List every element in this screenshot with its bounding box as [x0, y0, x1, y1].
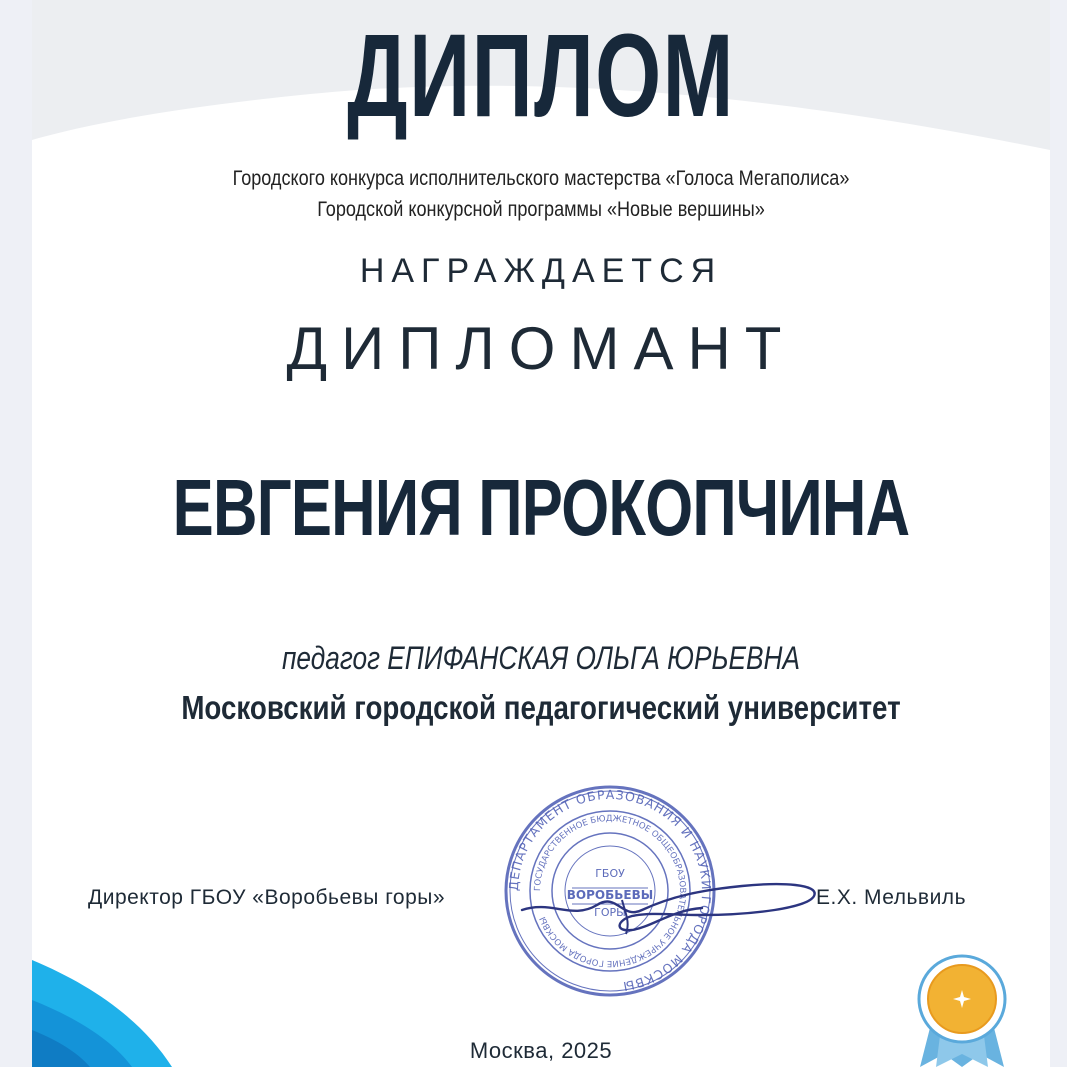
contest-name: Городского конкурса исполнительского мастерства «Голоса Мегаполиса»	[232, 167, 850, 190]
stamp-outer-text: ДЕПАРТАМЕНТ ОБРАЗОВАНИЯ И НАУКИ ГОРОДА МОСКВЫ	[505, 786, 715, 995]
director-name: Е.Х. Мельвиль	[816, 886, 967, 909]
recipient-name: ЕВГЕНИЯ ПРОКОПЧИНА	[172, 463, 910, 552]
diploma-sheet	[32, 0, 1050, 1067]
stamp-center-line2: ВОРОБЬЕВЫ	[566, 888, 654, 902]
program-name: Городской конкурсной программы «Новые вершины»	[317, 198, 765, 221]
place-and-year: Москва, 2025	[469, 1038, 613, 1063]
university-name: Московский городской педагогический университет	[181, 689, 901, 726]
handwritten-signature	[502, 860, 832, 950]
stamp-center-line1: ГБОУ	[595, 867, 625, 880]
director-title: Директор ГБОУ «Воробьевы горы»	[88, 886, 446, 909]
teacher-line: педагог ЕПИФАНСКАЯ ОЛЬГА ЮРЬЕВНА	[281, 640, 801, 676]
awarded-label: НАГРАЖДАЕТСЯ	[359, 252, 723, 290]
stamp-center-line3: ГОРЫ	[594, 906, 626, 919]
diploma-title: ДИПЛОМ	[347, 10, 735, 142]
award-rank: ДИПЛОМАНТ	[286, 315, 796, 382]
stamp-inner-text: ГОСУДАРСТВЕННОЕ БЮДЖЕТНОЕ ОБЩЕОБРАЗОВАТЕЛЬНОЕ УЧРЕЖДЕНИЕ ГОРОДА МОСКВЫ	[532, 813, 688, 969]
